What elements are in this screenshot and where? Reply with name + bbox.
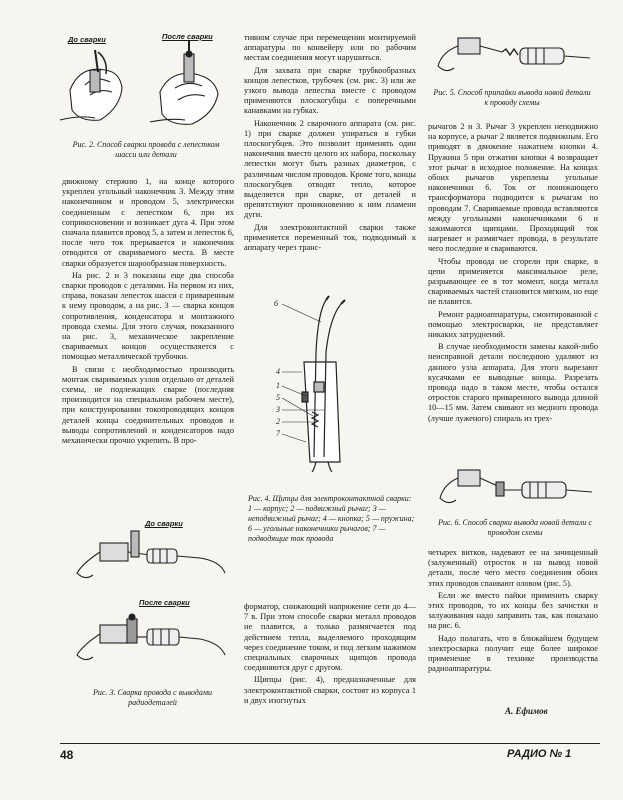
col1-paragraph-3: В связи с необходимостью производить монтаж свариваемых узлов отдельно от деталей схемы, не подлежащих сварке (последняя производится на специальном рабочем месте), при конструировании токопроводящих концов деталей концы соединительных проводов и выводы сопротивлений и конденсаторов надо механически прочно укрепить. В про- xyxy=(62,364,234,446)
footer-rule xyxy=(60,743,600,744)
svg-text:2: 2 xyxy=(276,417,280,426)
col3-paragraph-7: Надо полагать, что в ближайшем будущем электросварка получит еще более широкое применение в технике производства радиоаппаратуры. xyxy=(428,633,598,674)
col3-paragraph-5: четырех витков, надевают ее на зачищенный (залуженный) отросток и на вывод новой детали, после чего место соединения обоих этих проводов спаивают оловом (рис. 5). xyxy=(428,548,598,588)
fig3-drawing xyxy=(65,513,235,673)
col3-paragraph-4: В случае необходимости замены какой-либо неисправной детали последнюю удаляют из данного узла аппарата. Для этого вырезают кусачками ее выводные концы. Разрезать провода надо в таком месте, чтобы остался отросток старого приваренного вывода длиной 10—15 мм. Затем свивают из медного провода (лучше луженого) спираль из трех- xyxy=(428,342,598,423)
fig4-caption: Рис. 4. Щипцы для электроконтактной сварки: 1 — корпус; 2 — подвижный рычаг; 3 — неподвижный рычаг; 4 — кнопка; 5 — пружина; 6 — угольные наконечники рычагов; 7 — подводящие ток провода xyxy=(248,494,415,543)
fig2-drawing xyxy=(60,30,230,135)
fig2-label-before: До сварки xyxy=(68,35,106,44)
col2-paragraph-6: Щипцы (рис. 4), предназначенные для электроконтактной сварки, состоят из корпуса 1 и двух изогнутых xyxy=(244,675,416,705)
author-signature: А. Ефимов xyxy=(505,706,548,716)
col2-paragraph-5: форматор, снижающий напряжение сети до 4—7 в. При этом способе сварки металл проводов не плавится, а только размягчается под действием тепла, выделяемого проходящим через соединение током, и под легким нажимом специальных сварочных щипцов провода соединяются друг с другом. xyxy=(244,602,416,673)
page-number: 48 xyxy=(60,748,74,762)
fig5-caption: Рис. 5. Способ припайки вывода новой детали к проводу схемы xyxy=(433,88,591,107)
fig3-label-before: До сварки xyxy=(145,519,183,528)
column-2-bottom xyxy=(244,602,416,708)
col3-paragraph-3: Ремонт радиоаппаратуры, смонтированной с помощью электросварки, не представляет никаких затруднений. xyxy=(428,309,598,340)
col2-paragraph-3: Наконечник 2 сварочного аппарата (см. рис. 1) при сварке должен упираться в губки плоскогубцев. Это позволит применять один наконечник вместо целого их набора, поскольку лепестки могут быть разных диаметров, с различным числом проводов. Кроме того, концы плоскогубцев отводят тепло, которое выделяется при сварке, от деталей и препятствуют проникновению к ним пламени дуги. xyxy=(244,118,416,220)
col2-paragraph-2: Для захвата при сварке трубкообразных концов лепестков, трубочек (см. рис. 3) или же узкого вывода лепестка вместе с проводом применяются плоскогубцы с поперечными канавками на губках. xyxy=(244,65,416,116)
svg-text:4: 4 xyxy=(276,367,280,376)
col1-paragraph-1: движному стержню 1, на конце которого укреплен угольный наконечник 3. Между этим наконечником и проводом 5, электрически соединенным с лепестком 6, при их соприкосновении и возникает дуга 4. При этом сначала плавится провод 5, а затем и лепесток 6, после чего ток прерывается и наконечник отводится от свариваемого места. В месте сварки образуется шарообразная поверхность. xyxy=(62,177,234,268)
fig5-drawing xyxy=(432,30,592,85)
figure-6 xyxy=(436,464,594,516)
svg-text:6: 6 xyxy=(274,299,278,308)
svg-text:3: 3 xyxy=(276,405,280,414)
svg-text:1: 1 xyxy=(276,381,280,390)
fig6-drawing xyxy=(436,464,594,516)
svg-text:5: 5 xyxy=(276,393,280,402)
figure-4 xyxy=(266,292,396,472)
col2-paragraph-4: Для электроконтактной сварки также применяется переменный ток, подводимый к аппарату через транс- xyxy=(244,222,416,253)
figure-5 xyxy=(432,30,592,85)
fig6-caption: Рис. 6. Способ сварки вывода новой детали с проводом схемы xyxy=(438,518,592,537)
fig3-label-after: После сварки xyxy=(139,598,190,607)
fig4-drawing xyxy=(266,292,396,472)
figure-3 xyxy=(65,513,235,673)
column-3-bottom xyxy=(428,548,598,676)
column-3-top xyxy=(428,122,598,426)
col1-paragraph-2: На рис. 2 и 3 показаны еще два способа сварки проводов с деталями. На первом из них, справа, показан лепесток шасси с приваренным к нему проводом, а на рис. 3 — сварка концов сопротивления, конденсатора и монтажного провода схемы. Для этого случая, показанного на рис. 3, механическое закрепление свариваемых концов осуществляется с помощью металлической трубочки. xyxy=(62,270,234,362)
col2-paragraph-1: тивном случае при перемещении монтируемой аппаратуры по конвейеру или по рабочим местам соединения могут нарушиться. xyxy=(244,33,416,63)
col3-paragraph-6: Если же вместо пайки применить сварку этих проводов, то их концы без зачистки и залуживания надо заправить так, как показано на рис. 6. xyxy=(428,590,598,631)
column-1 xyxy=(62,177,234,448)
fig2-caption: Рис. 2. Способ сварки провода с лепестком шасси или детали xyxy=(72,140,220,159)
magazine-title: РАДИО № 1 xyxy=(507,748,572,760)
column-2-top xyxy=(244,33,416,255)
col3-paragraph-1: рычагов 2 и 3. Рычаг 3 укреплен неподвижно на корпусе, а рычаг 2 является подвижным. Его приводят в движение нажатием кнопки 4. Пружина 5 при отжатии кнопки 4 возвращает этот рычаг в исходное положение. На концах обоих рычагов укреплены угольные наконечники 6. Ток от понижающего трансформатора подводится к рычагам по проводам 7. Свариваемые провода вставляются между угольными наконечниками 6 и зажимаются щипцами. Проходящий ток нагревает и размягчает провода, в результате чего последние и свариваются. xyxy=(428,122,598,254)
fig2-label-after: После сварки xyxy=(162,32,213,41)
fig3-caption: Рис. 3. Сварка провода с выводами радиодеталей xyxy=(93,688,212,707)
svg-text:7: 7 xyxy=(276,429,280,438)
figure-2 xyxy=(60,30,230,135)
col3-paragraph-2: Чтобы провода не сгорели при сварке, в цепи применяется максимальное реле, разрывающее ее в тот момент, когда металл свариваемых частей становится мягким, но еще не плавится. xyxy=(428,256,598,307)
